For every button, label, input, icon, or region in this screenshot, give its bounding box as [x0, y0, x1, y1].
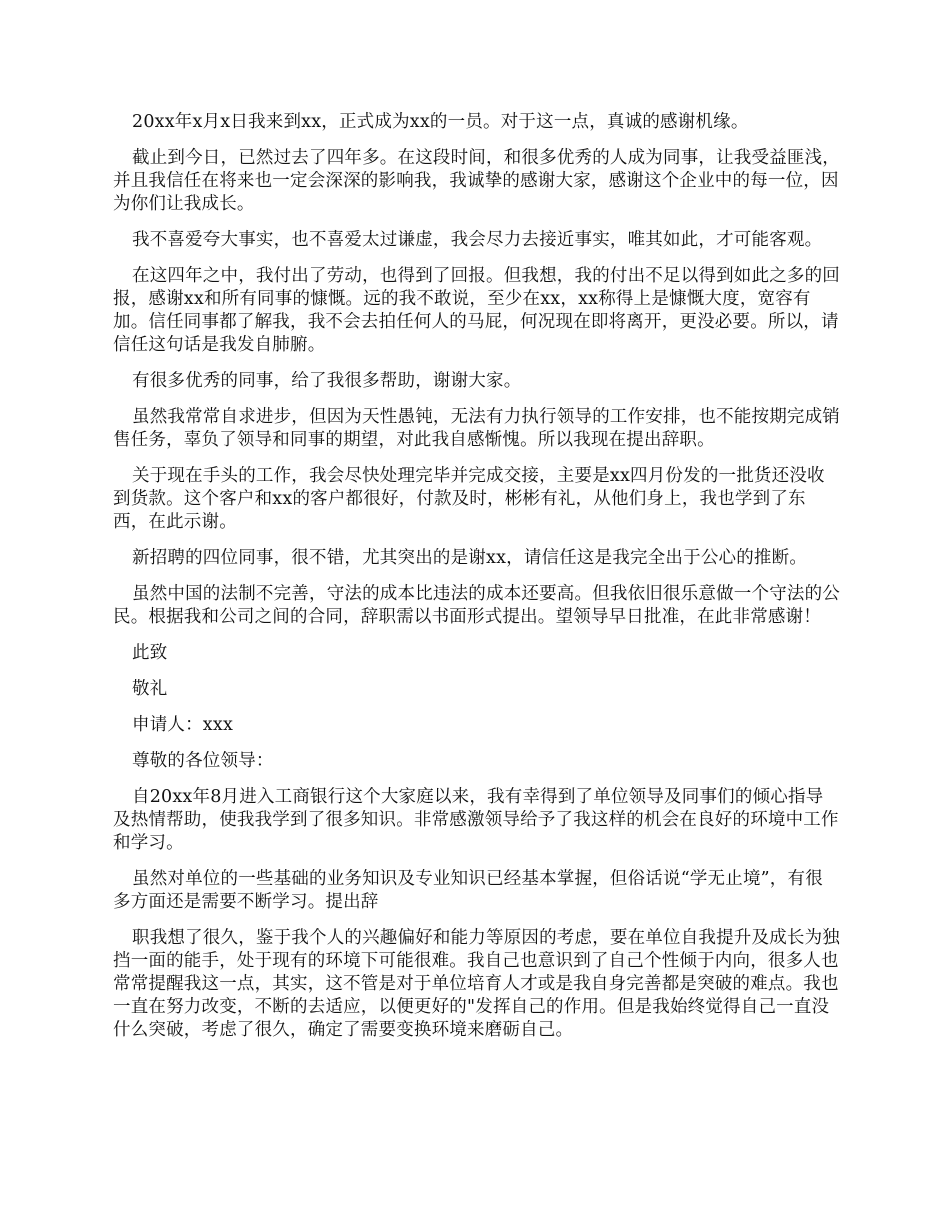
- closing-salutation: 此致: [132, 643, 168, 663]
- paragraph-contract: 虽然中国的法制不完善，守法的成本比违法的成本还要高。但我依旧很乐意做一个守法的公民。根据我和公司之间的合同，辞职需以书面形式提出。望领导早日批准，在此非常感谢！: [113, 584, 840, 627]
- paragraph-colleagues: 有很多优秀的同事，给了我很多帮助，谢谢大家。: [132, 371, 522, 391]
- paragraph-gratitude: 在这四年之中，我付出了劳动，也得到了回报。但我想，我的付出不足以得到如此之多的回报，感谢xx和所有同事的慷慨。远的我不敢说，至少在xx，xx称得上是慷慨大度，宽容有加。信任同事都了解我，我不会去拍任何人的马屁，何况现在即将离开，更没必要。所以，请信任这句话是我发自肺腑。: [113, 266, 840, 355]
- paragraph-new-hires: 新招聘的四位同事，很不错，尤其突出的是谢xx，请信任这是我完全出于公心的推断。: [132, 548, 808, 568]
- paragraph-arrival: 20xx年x月x日我来到xx，正式成为xx的一员。对于这一点，真诚的感谢机缘。: [132, 112, 749, 132]
- closing-regards: 敬礼: [132, 679, 168, 699]
- document-body: [113, 111, 840, 1055]
- greeting-leaders: 尊敬的各位领导：: [132, 751, 274, 771]
- paragraph-resignation-reason: 虽然我常常自求进步，但因为天性愚钝，无法有力执行领导的工作安排，也不能按期完成销售任务，辜负了领导和同事的期望，对此我自感惭愧。所以我现在提出辞职。: [113, 407, 840, 450]
- paragraph-handover: 关于现在手头的工作，我会尽快处理完毕并完成交接，主要是xx四月份发的一批货还没收到货款。这个客户和xx的客户都很好，付款及时，彬彬有礼，从他们身上，我也学到了东西，在此示谢。: [113, 466, 825, 532]
- paragraph-four-years: 截止到今日，已然过去了四年多。在这段时间，和很多优秀的人成为同事，让我受益匪浅，并且我信任在将来也一定会深深的影响我，我诚挚的感谢大家，感谢这个企业中的每一位，因为你们让我成长。: [113, 148, 840, 214]
- paragraph-honesty: 我不喜爱夸大事实，也不喜爱太过谦虚，我会尽力去接近事实，唯其如此，才可能客观。: [132, 230, 823, 250]
- applicant-signature: 申请人：xxx: [132, 715, 234, 735]
- paragraph-learning: 虽然对单位的一些基础的业务知识及专业知识已经基本掌握，但俗话说“学无止境”，有很多方面还是需要不断学习。提出辞: [113, 869, 823, 912]
- paragraph-bank-intro: 自20xx年8月进入工商银行这个大家庭以来，我有幸得到了单位领导及同事们的倾心指导及热情帮助，使我我学到了很多知识。非常感激领导给予了我这样的机会在良好的环境中工作和学习。: [113, 787, 839, 853]
- paragraph-personal-reasons: 职我想了很久，鉴于我个人的兴趣偏好和能力等原因的考虑，要在单位自我提升及成长为独挡一面的能手，处于现有的环境下可能很难。我自己也意识到了自己个性倾于内向，很多人也常常提醒我这一点，其实，这不管是对于单位培育人才或是我自身完善都是突破的难点。我也一直在努力改变，不断的去适应，以便更好的"发挥自己的作用。但是我始终觉得自己一直没什么突破，考虑了很久，确定了需要变换环境来磨砺自己。: [113, 928, 840, 1040]
